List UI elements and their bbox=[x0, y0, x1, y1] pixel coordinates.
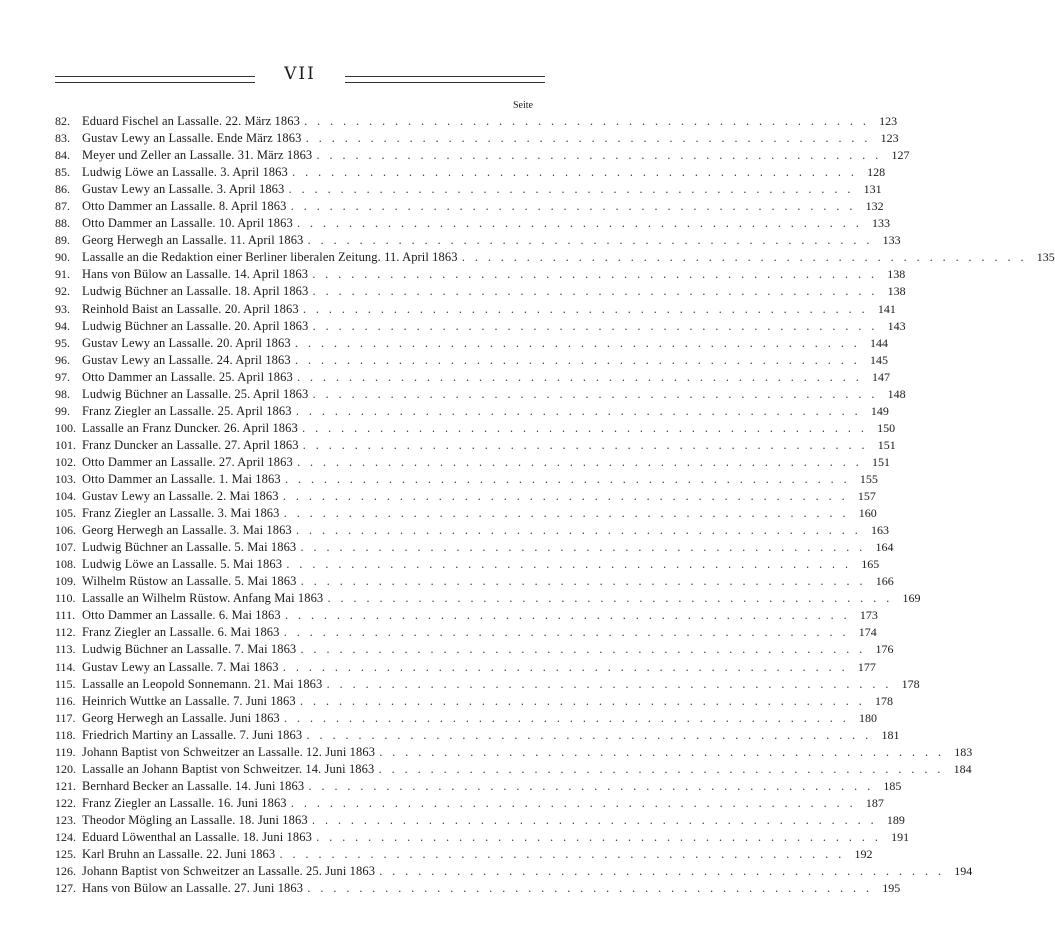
entry-number: 92. bbox=[55, 284, 70, 299]
dot-leader bbox=[304, 113, 869, 130]
dot-leader bbox=[312, 266, 877, 283]
toc-entry bbox=[55, 659, 876, 676]
dot-leader bbox=[312, 386, 877, 403]
entry-title: Ludwig Büchner an Lassalle. 7. Mai 1863 bbox=[82, 642, 297, 657]
dot-leader bbox=[285, 607, 850, 624]
entry-title: Wilhelm Rüstow an Lassalle. 5. Mai 1863 bbox=[82, 574, 297, 589]
dot-leader bbox=[305, 130, 870, 147]
toc-entry bbox=[55, 607, 878, 624]
header-rule-right bbox=[345, 76, 545, 83]
toc-entry bbox=[55, 471, 878, 488]
toc-entry bbox=[55, 710, 877, 727]
toc-entry bbox=[55, 181, 882, 198]
toc-entry bbox=[55, 624, 877, 641]
entry-title: Johann Baptist von Schweitzer an Lassalle. 25. Juni 1863 bbox=[82, 864, 376, 879]
entry-number: 95. bbox=[55, 335, 70, 350]
entry-page: 141 bbox=[877, 301, 896, 316]
entry-page: 135 bbox=[1036, 250, 1055, 265]
entry-title: Ludwig Büchner an Lassalle. 18. April 1863 bbox=[82, 284, 309, 299]
entry-page: 132 bbox=[865, 199, 884, 214]
entry-number: 122. bbox=[55, 795, 76, 810]
toc-entry bbox=[55, 556, 880, 573]
dot-leader bbox=[308, 778, 873, 795]
dot-leader bbox=[316, 147, 881, 164]
dot-leader bbox=[307, 232, 872, 249]
toc-entry bbox=[55, 573, 894, 590]
entry-page: 133 bbox=[882, 233, 901, 248]
dot-leader bbox=[300, 573, 865, 590]
entry-number: 91. bbox=[55, 267, 70, 282]
entry-title: Gustav Lewy an Lassalle. Ende März 1863 bbox=[82, 131, 302, 146]
toc-entry bbox=[55, 590, 921, 607]
entry-number: 88. bbox=[55, 216, 70, 231]
entry-title: Gustav Lewy an Lassalle. 7. Mai 1863 bbox=[82, 659, 279, 674]
entry-title: Karl Bruhn an Lassalle. 22. Juni 1863 bbox=[82, 847, 276, 862]
entry-page: 138 bbox=[887, 284, 906, 299]
entry-page: 169 bbox=[902, 591, 921, 606]
entry-page: 123 bbox=[879, 114, 898, 128]
entry-number: 116. bbox=[55, 693, 76, 708]
toc-entry bbox=[55, 215, 891, 232]
entry-page: 192 bbox=[854, 847, 873, 862]
entry-page: 148 bbox=[887, 386, 906, 401]
entry-page: 174 bbox=[858, 625, 877, 640]
toc-entry bbox=[55, 249, 1055, 266]
entry-title: Gustav Lewy an Lassalle. 2. Mai 1863 bbox=[82, 489, 279, 504]
dot-leader bbox=[284, 505, 849, 522]
entry-title: Otto Dammer an Lassalle. 25. April 1863 bbox=[82, 369, 293, 384]
dot-leader bbox=[296, 403, 861, 420]
entry-title: Franz Ziegler an Lassalle. 25. April 1863 bbox=[82, 403, 292, 418]
entry-title: Gustav Lewy an Lassalle. 24. April 1863 bbox=[82, 352, 291, 367]
entry-title: Eduard Löwenthal an Lassalle. 18. Juni 1863 bbox=[82, 829, 312, 844]
dot-leader bbox=[279, 846, 844, 863]
toc-entry bbox=[55, 318, 906, 335]
entry-page: 145 bbox=[869, 352, 888, 367]
entry-title: Franz Ziegler an Lassalle. 3. Mai 1863 bbox=[82, 506, 280, 521]
dot-leader bbox=[285, 471, 850, 488]
dot-leader bbox=[312, 812, 877, 829]
toc-entry bbox=[55, 812, 905, 829]
dot-leader bbox=[283, 659, 848, 676]
entry-number: 105. bbox=[55, 506, 76, 521]
toc-entry bbox=[55, 880, 901, 897]
toc-entry bbox=[55, 386, 906, 403]
entry-number: 97. bbox=[55, 369, 70, 384]
entry-page: 155 bbox=[859, 471, 878, 486]
dot-leader bbox=[379, 863, 944, 880]
entry-number: 98. bbox=[55, 386, 70, 401]
toc-entry bbox=[55, 641, 894, 658]
entry-number: 126. bbox=[55, 864, 76, 879]
entry-title: Hans von Bülow an Lassalle. 27. Juni 1863 bbox=[82, 881, 304, 896]
entry-title: Bernhard Becker an Lassalle. 14. Juni 1863 bbox=[82, 778, 305, 793]
entry-page: 176 bbox=[875, 642, 894, 657]
entry-page: 181 bbox=[881, 727, 900, 742]
entry-number: 121. bbox=[55, 778, 76, 793]
entry-page: 178 bbox=[874, 693, 893, 708]
entry-number: 90. bbox=[55, 250, 70, 265]
toc-entry bbox=[55, 369, 891, 386]
entry-page: 143 bbox=[887, 318, 906, 333]
entry-page: 189 bbox=[886, 812, 905, 827]
entry-title: Otto Dammer an Lassalle. 27. April 1863 bbox=[82, 454, 293, 469]
entry-title: Ludwig Löwe an Lassalle. 3. April 1863 bbox=[82, 165, 288, 180]
entry-number: 108. bbox=[55, 557, 76, 572]
entry-page: 131 bbox=[863, 182, 882, 197]
entry-page: 177 bbox=[857, 659, 876, 674]
entry-page: 147 bbox=[872, 369, 891, 384]
entry-title: Lassalle an Leopold Sonnemann. 21. Mai 1863 bbox=[82, 676, 323, 691]
entry-title: Theodor Mögling an Lassalle. 18. Juni 1863 bbox=[82, 812, 308, 827]
dot-leader bbox=[295, 352, 860, 369]
entry-number: 86. bbox=[55, 182, 70, 197]
entry-title: Friedrich Martiny an Lassalle. 7. Juni 1863 bbox=[82, 727, 303, 742]
dot-leader bbox=[300, 693, 865, 710]
dot-leader bbox=[290, 198, 855, 215]
toc-entry bbox=[55, 727, 900, 744]
entry-number: 117. bbox=[55, 710, 76, 725]
toc-entry bbox=[55, 164, 886, 181]
dot-leader bbox=[306, 727, 871, 744]
entry-page: 128 bbox=[867, 165, 886, 180]
dot-leader bbox=[297, 215, 862, 232]
entry-number: 115. bbox=[55, 676, 76, 691]
entry-page: 151 bbox=[872, 454, 891, 469]
dot-leader bbox=[288, 181, 853, 198]
entry-page: 165 bbox=[861, 557, 880, 572]
page-column-label: Seite bbox=[513, 100, 533, 111]
toc-entry bbox=[55, 113, 898, 130]
toc-entry bbox=[55, 352, 888, 369]
entry-page: 191 bbox=[891, 829, 910, 844]
entry-number: 103. bbox=[55, 471, 76, 486]
toc-entry bbox=[55, 147, 910, 164]
table-of-contents bbox=[55, 113, 1055, 897]
entry-page: 150 bbox=[877, 420, 896, 435]
toc-entry bbox=[55, 232, 901, 249]
entry-number: 96. bbox=[55, 352, 70, 367]
entry-number: 82. bbox=[55, 114, 70, 128]
entry-number: 107. bbox=[55, 540, 76, 555]
entry-title: Otto Dammer an Lassalle. 1. Mai 1863 bbox=[82, 471, 281, 486]
dot-leader bbox=[302, 420, 867, 437]
entry-page: 151 bbox=[877, 437, 896, 452]
entry-number: 124. bbox=[55, 829, 76, 844]
dot-leader bbox=[286, 556, 851, 573]
entry-number: 100. bbox=[55, 420, 76, 435]
entry-number: 84. bbox=[55, 148, 70, 163]
dot-leader bbox=[307, 880, 872, 897]
entry-number: 104. bbox=[55, 489, 76, 504]
toc-entry bbox=[55, 795, 884, 812]
entry-title: Meyer und Zeller an Lassalle. 31. März 1863 bbox=[82, 148, 313, 163]
toc-entry bbox=[55, 198, 884, 215]
entry-number: 123. bbox=[55, 812, 76, 827]
entry-page: 178 bbox=[901, 676, 920, 691]
entry-page: 166 bbox=[875, 574, 894, 589]
dot-leader bbox=[292, 164, 857, 181]
entry-number: 102. bbox=[55, 454, 76, 469]
dot-leader bbox=[303, 301, 868, 318]
toc-entry bbox=[55, 846, 873, 863]
entry-page: 194 bbox=[954, 864, 973, 879]
toc-entry bbox=[55, 266, 906, 283]
entry-title: Ludwig Löwe an Lassalle. 5. Mai 1863 bbox=[82, 557, 283, 572]
dot-leader bbox=[296, 522, 861, 539]
entry-page: 184 bbox=[953, 761, 972, 776]
entry-title: Gustav Lewy an Lassalle. 3. April 1863 bbox=[82, 182, 285, 197]
dot-leader bbox=[295, 335, 860, 352]
dot-leader bbox=[327, 590, 892, 607]
entry-page: 138 bbox=[887, 267, 906, 282]
entry-number: 85. bbox=[55, 165, 70, 180]
entry-title: Eduard Fischel an Lassalle. 22. März 1863 bbox=[82, 114, 300, 128]
entry-title: Georg Herwegh an Lassalle. Juni 1863 bbox=[82, 710, 280, 725]
entry-title: Georg Herwegh an Lassalle. 3. Mai 1863 bbox=[82, 523, 292, 538]
entry-number: 106. bbox=[55, 523, 76, 538]
entry-title: Otto Dammer an Lassalle. 8. April 1863 bbox=[82, 199, 287, 214]
entry-number: 110. bbox=[55, 591, 76, 606]
entry-page: 173 bbox=[859, 608, 878, 623]
dot-leader bbox=[284, 710, 849, 727]
entry-title: Georg Herwegh an Lassalle. 11. April 1863 bbox=[82, 233, 304, 248]
toc-entry bbox=[55, 488, 876, 505]
toc-entry bbox=[55, 505, 877, 522]
entry-page: 183 bbox=[954, 744, 973, 759]
toc-entry bbox=[55, 778, 902, 795]
dot-leader bbox=[303, 437, 868, 454]
toc-entry bbox=[55, 301, 896, 318]
entry-number: 87. bbox=[55, 199, 70, 214]
entry-title: Lassalle an die Redaktion einer Berliner liberalen Zeitung. 11. April 1863 bbox=[82, 250, 458, 265]
toc-entry bbox=[55, 403, 889, 420]
entry-title: Gustav Lewy an Lassalle. 20. April 1863 bbox=[82, 335, 291, 350]
entry-page: 160 bbox=[858, 506, 877, 521]
entry-number: 120. bbox=[55, 761, 76, 776]
dot-leader bbox=[291, 795, 856, 812]
entry-page: 127 bbox=[891, 148, 910, 163]
entry-number: 101. bbox=[55, 437, 76, 452]
toc-entry bbox=[55, 693, 893, 710]
dot-leader bbox=[316, 829, 881, 846]
dot-leader bbox=[300, 641, 865, 658]
entry-title: Ludwig Büchner an Lassalle. 20. April 1863 bbox=[82, 318, 309, 333]
entry-title: Otto Dammer an Lassalle. 6. Mai 1863 bbox=[82, 608, 281, 623]
entry-page: 180 bbox=[858, 710, 877, 725]
entry-page: 133 bbox=[872, 216, 891, 231]
page-header bbox=[55, 64, 545, 88]
entry-page: 164 bbox=[875, 540, 894, 555]
toc-entry bbox=[55, 744, 973, 761]
dot-leader bbox=[462, 249, 1027, 266]
entry-number: 83. bbox=[55, 131, 70, 146]
entry-page: 157 bbox=[857, 489, 876, 504]
entry-number: 118. bbox=[55, 727, 76, 742]
entry-title: Franz Ziegler an Lassalle. 6. Mai 1863 bbox=[82, 625, 280, 640]
dot-leader bbox=[379, 744, 944, 761]
entry-title: Lassalle an Johann Baptist von Schweitzer. 14. Juni 1863 bbox=[82, 761, 375, 776]
entry-title: Lassalle an Franz Duncker. 26. April 1863 bbox=[82, 420, 298, 435]
dot-leader bbox=[284, 624, 849, 641]
dot-leader bbox=[378, 761, 943, 778]
entry-title: Lassalle an Wilhelm Rüstow. Anfang Mai 1863 bbox=[82, 591, 324, 606]
dot-leader bbox=[300, 539, 865, 556]
entry-title: Franz Duncker an Lassalle. 27. April 1863 bbox=[82, 437, 299, 452]
entry-title: Hans von Bülow an Lassalle. 14. April 1863 bbox=[82, 267, 309, 282]
toc-entry bbox=[55, 522, 889, 539]
entry-number: 109. bbox=[55, 574, 76, 589]
entry-page: 185 bbox=[883, 778, 902, 793]
toc-entry bbox=[55, 829, 910, 846]
page-number: VII bbox=[284, 64, 316, 84]
entry-number: 119. bbox=[55, 744, 76, 759]
entry-number: 111. bbox=[55, 608, 76, 623]
toc-entry bbox=[55, 335, 888, 352]
entry-page: 187 bbox=[865, 795, 884, 810]
entry-title: Franz Ziegler an Lassalle. 16. Juni 1863 bbox=[82, 795, 287, 810]
dot-leader bbox=[312, 283, 877, 300]
entry-number: 94. bbox=[55, 318, 70, 333]
dot-leader bbox=[297, 369, 862, 386]
toc-entry bbox=[55, 420, 896, 437]
toc-entry bbox=[55, 437, 896, 454]
entry-page: 149 bbox=[870, 403, 889, 418]
toc-entry bbox=[55, 130, 899, 147]
entry-title: Reinhold Baist an Lassalle. 20. April 1863 bbox=[82, 301, 299, 316]
entry-number: 99. bbox=[55, 403, 70, 418]
dot-leader bbox=[283, 488, 848, 505]
entry-number: 112. bbox=[55, 625, 76, 640]
toc-entry bbox=[55, 283, 906, 300]
entry-title: Otto Dammer an Lassalle. 10. April 1863 bbox=[82, 216, 293, 231]
entry-page: 195 bbox=[882, 881, 901, 896]
entry-page: 144 bbox=[869, 335, 888, 350]
entry-title: Johann Baptist von Schweitzer an Lassalle. 12. Juni 1863 bbox=[82, 744, 376, 759]
toc-entry bbox=[55, 676, 920, 693]
entry-page: 163 bbox=[870, 523, 889, 538]
entry-number: 93. bbox=[55, 301, 70, 316]
toc-entry bbox=[55, 454, 891, 471]
dot-leader bbox=[326, 676, 891, 693]
entry-title: Heinrich Wuttke an Lassalle. 7. Juni 1863 bbox=[82, 693, 296, 708]
toc-entry bbox=[55, 539, 894, 556]
dot-leader bbox=[297, 454, 862, 471]
entry-title: Ludwig Büchner an Lassalle. 25. April 1863 bbox=[82, 386, 309, 401]
entry-number: 113. bbox=[55, 642, 76, 657]
entry-number: 89. bbox=[55, 233, 70, 248]
entry-number: 127. bbox=[55, 881, 76, 896]
entry-number: 114. bbox=[55, 659, 76, 674]
dot-leader bbox=[312, 318, 877, 335]
entry-number: 125. bbox=[55, 847, 76, 862]
toc-entry bbox=[55, 863, 973, 880]
entry-page: 123 bbox=[880, 131, 899, 146]
toc-entry bbox=[55, 761, 972, 778]
entry-title: Ludwig Büchner an Lassalle. 5. Mai 1863 bbox=[82, 540, 297, 555]
